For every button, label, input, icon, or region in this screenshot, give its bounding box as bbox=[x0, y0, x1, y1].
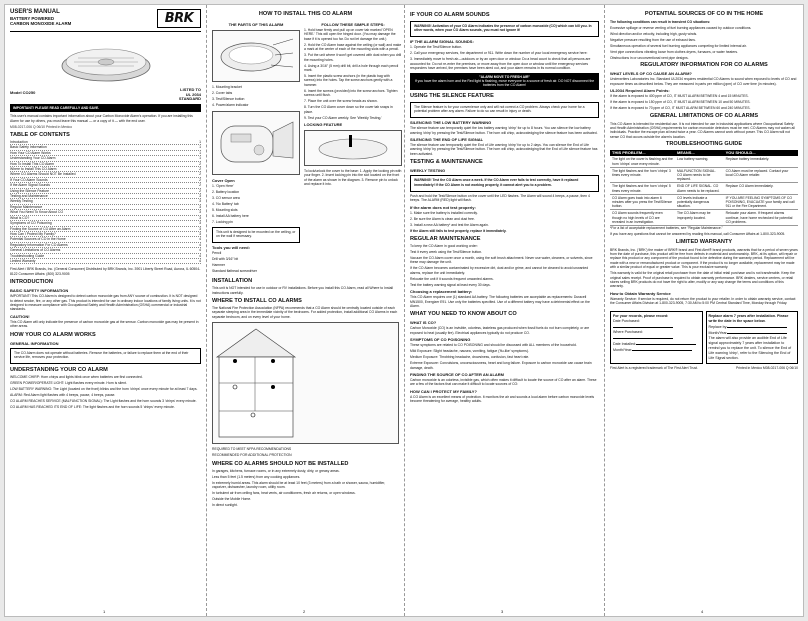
install-step: 7. Place the unit over the screw heads as shown. bbox=[304, 99, 378, 104]
legend-item: 3. CO sensor area bbox=[212, 196, 240, 201]
warranty-body: BRK Brands, Inc. ('BRK') the maker of BRK® brand and First Alert® brand products, warrants that for a period of seven years from the date of purchase, this product will be free from defects in material and workmanship. BRK, at its option, will repair or replace this product or any component of the product found to be defective during the warranty period. Replacement will be made with a new or remanufactured product or component. If the product is no longer available, replacement may be made with a similar product of equal or greater value. This is your exclusive warranty. bbox=[610, 247, 798, 270]
footer bbox=[610, 366, 798, 370]
table-cell: Low battery warning. bbox=[675, 156, 724, 167]
silence-title: USING THE SILENCE FEATURE bbox=[410, 92, 494, 99]
intro-title: INTRODUCTION bbox=[10, 279, 53, 286]
not-install-item: Less than 5 feet (1.5 meters) from any cooking appliances. bbox=[212, 474, 301, 479]
if-alarm-steps bbox=[410, 211, 599, 227]
legend-item: 6. Install AA battery here bbox=[212, 214, 249, 219]
cover-open-label: Cover Open bbox=[212, 178, 235, 184]
locking-body: To lock/unlock the cover to the base: 1. Apply the locking pin with your finger. 2. Insert locking pin into the slot located on the front of the alarm as shown in the diagram. 3. Remove pin to unlock and replace it into. bbox=[304, 169, 402, 187]
locking-pin-icon bbox=[305, 131, 401, 163]
weekly-title: WEEKLY TESTING bbox=[410, 168, 446, 174]
toc-label: If Your CO Alarm Sounds bbox=[10, 177, 48, 182]
replace-fields bbox=[709, 324, 796, 336]
toc-page: 4 bbox=[199, 237, 201, 242]
toc-label: Potential Sources of CO in the Home bbox=[10, 237, 66, 242]
toc-label: Testing and Maintenance bbox=[10, 194, 48, 199]
toc-label: Understanding Your CO Alarm bbox=[10, 156, 56, 161]
table-row bbox=[610, 183, 798, 194]
records-title: For your records, please record: bbox=[613, 314, 669, 319]
install-step: 2. Hold the CO Alarm base against the ceiling (or wall) and make a mark at the center of each of the mounting slots with a pencil. bbox=[304, 42, 402, 52]
regulatory-req: UL2034 Required Alarm Points: bbox=[610, 88, 670, 94]
toc-label: How To Install This CO Alarm bbox=[10, 161, 54, 166]
legend-item: 4. 'No Battery' tab bbox=[212, 202, 239, 207]
steps-block bbox=[304, 20, 402, 275]
fresh-air-body: If you have the alarm horn and the Red light is flashing, move everyone to a source of fresh air. DO NOT disconnect the batteries from the CO Alarm! bbox=[414, 79, 595, 88]
general-info-title: GENERAL INFORMATION bbox=[10, 340, 59, 346]
if-alarm-step: 2. Be sure the Alarm is clean and dust free. bbox=[410, 216, 475, 221]
sources-list bbox=[610, 26, 798, 60]
page-number-1: 1 bbox=[103, 608, 106, 614]
record-field-line bbox=[636, 341, 696, 345]
cover-legend bbox=[212, 184, 300, 224]
source-item: Simultaneous operation of several fuel burning appliances competing for limited internal air. bbox=[610, 44, 747, 48]
installation-body: This unit is NOT intended for use in outdoor or RV installations. Before you install this CO Alarm, read all Where to Install instructions carefully. bbox=[212, 286, 393, 295]
important-note: If the Alarm still fails to test properly, replace it immediately. bbox=[410, 228, 507, 233]
tool-item: Pencil bbox=[212, 251, 222, 256]
what-co-title: WHAT IS CO? bbox=[410, 320, 437, 326]
warranty-title: LIMITED WARRANTY bbox=[675, 238, 733, 245]
regular-list bbox=[410, 250, 599, 287]
weekly-warning: WARNING! Test the CO Alarm once a week. If the CO Alarm ever fails to test correctly, have it replaced immediately! If the CO Alarm is not working properly, it cannot alert you to a problem. bbox=[414, 178, 579, 187]
recommend-label: RECOMMENDED FOR ADDITIONAL PROTECTION bbox=[212, 453, 292, 458]
table-cell: CO levels indicate a potentially dangerous situation. bbox=[675, 194, 724, 210]
toc-label: What is CO? bbox=[10, 215, 30, 220]
caution-body: This CO Alarm will only indicate the presence of carbon monoxide gas at the sensor. Carbon monoxide gas may be present in other areas. bbox=[10, 319, 199, 329]
understanding-title: UNDERSTANDING YOUR CO ALARM bbox=[10, 367, 108, 373]
toc-page: 2 bbox=[199, 161, 201, 166]
not-install-item: In direct sunlight. bbox=[212, 503, 238, 508]
table-cell: CO Alarm sounds frequently even though no high levels of CO are revealed in an investigation. bbox=[610, 210, 675, 226]
maintenance-item: Vacuum the CO Alarm cover once a month, using the soft brush attachment. Never use water, cleaners, or solvents, since these may damage the unit. bbox=[410, 255, 593, 265]
toc-page: 4 bbox=[199, 253, 201, 258]
replace-title: Replace alarm 7 years after installation. Please write the date in the space below. bbox=[708, 314, 789, 324]
toc-page: 3 bbox=[199, 199, 201, 204]
important-banner bbox=[10, 104, 201, 112]
symptom-extreme: Extreme Exposure: Convulsions, unconsciousness, heart and lung failure. Exposure to carbon monoxide can cause brain damage, death. bbox=[410, 361, 592, 370]
basic-safety-body: IMPORTANT! This CO Alarm is designed to detect carbon monoxide gas from ANY source of combustion. It is NOT designed to detect smoke, fire, or any other gas. This product is intended for use in ordinary indoor locations of family living units. It is not designed to measure compliance with Occupational Safety and Health Administration (OSHA) commercial or industrial standards. bbox=[10, 294, 201, 312]
table-row bbox=[610, 210, 798, 226]
table-cell: MALFUNCTION SIGNAL. CO Alarm needs to be replaced. bbox=[675, 167, 724, 183]
not-install-item: In turbulent air from ceiling fans, heat vents, air conditioners, fresh air returns, or open windows. bbox=[212, 491, 356, 496]
battery-title: Choosing a replacement battery: bbox=[410, 289, 473, 295]
fresh-air-title: "ALARM MOVE TO FRESH AIR" bbox=[478, 74, 531, 79]
legend-item: 2. Battery location bbox=[212, 190, 240, 195]
table-cell: CO Alarm goes back into alarm 6 minutes after you press the Test/Silence button. bbox=[610, 194, 675, 210]
manual-title: USER'S MANUAL bbox=[10, 9, 60, 15]
manual-title-block bbox=[10, 9, 71, 26]
source-item: Negative pressure resulting from the use of exhaust fans. bbox=[610, 38, 696, 42]
replace-field-line bbox=[727, 330, 787, 334]
maintenance-item: Test the battery warning signal at least every 30 days. bbox=[410, 282, 491, 287]
toc-page: 1 bbox=[199, 150, 201, 155]
silence-battery-body: The silence feature can temporarily quiet the low battery warning 'chirp' for up to 8 hours. You can silence the low battery warning 'chirp' by pressing the Test/Silence button. The horn will chirp, acknowledging the silence feature has been activated. bbox=[410, 126, 598, 135]
sounds-title: IF YOUR CO ALARM SOUNDS bbox=[410, 12, 490, 18]
table-cell: END OF LIFE SIGNAL. CO Alarm needs to be replaced. bbox=[675, 183, 724, 194]
regulatory-sub: WHAT LEVELS OF CO CAUSE AN ALARM? bbox=[610, 71, 692, 77]
part-item: 3. Test/Silence button bbox=[212, 97, 245, 101]
parts-block bbox=[212, 20, 300, 275]
toc-page: 4 bbox=[199, 258, 201, 263]
silence-eol-body: The silence feature can temporarily quiet the End of Life warning 'chirp' for up to 2 days. You can silence the End of Life warning 'chirp' by pressing the Test/Silence button. The horn will chirp, acknowledging that the End of Life silence feature has been activated. bbox=[410, 143, 598, 156]
record-field bbox=[613, 347, 700, 353]
weekly-body: Push and hold the Test/Silence button on the cover until the LED flashes. The Alarm will sound 4 beeps, a pause, then 4 beeps. The ALARM (RED) light will flash. bbox=[410, 193, 590, 203]
if-alarm-title: If the alarm does not test properly: bbox=[410, 204, 476, 210]
mounting-note-box bbox=[212, 227, 300, 243]
maintenance-item: Test it every week using the Test/Silence button. bbox=[410, 249, 483, 254]
page-1 bbox=[5, 5, 207, 616]
alarm-level-item: If the alarm is exposed to 150 ppm of CO, IT MUST ALARM BETWEEN 10 and 50 MINUTES. bbox=[610, 100, 751, 105]
tools-title: Tools you will need: bbox=[212, 245, 250, 251]
toc-page: 2 bbox=[199, 183, 201, 188]
replace-box bbox=[706, 311, 799, 364]
where-title: WHERE TO INSTALL CO ALARMS bbox=[212, 298, 302, 305]
regulatory-title: REGULATORY INFORMATION FOR CO ALARMS bbox=[640, 62, 768, 69]
table-row bbox=[610, 194, 798, 210]
table-of-contents bbox=[10, 140, 201, 264]
regular-intro: To keep the CO Alarm in good working order: bbox=[410, 243, 478, 248]
troubleshooting-body bbox=[610, 156, 798, 225]
records-fields bbox=[613, 319, 700, 353]
troubleshooting-title: TROUBLESHOOTING GUIDE bbox=[665, 141, 743, 148]
replace-note: The alarm will also provide an audible End of Life signal approximately 7 years after installation to remind you to replace the unit. To silence the End of Life warning 'chirp', refer to the Silencing the End of Life Signal section. bbox=[708, 336, 792, 361]
parts-diagram bbox=[212, 30, 300, 82]
record-field-label: Date Installed: bbox=[613, 342, 636, 347]
weekly-warning-box bbox=[410, 175, 599, 191]
battery-body: This CO Alarm requires one (1) standard AA battery. The following batteries are acceptable as replacements: Duracell MN1500, Energizer E91. Use only the batteries specified. Use of a different battery may have a detrimental effect on the Alarm. bbox=[410, 295, 590, 308]
replace-field-line bbox=[727, 324, 787, 328]
troubleshooting-note-2: If you have any questions that cannot be answered by reading this manual, call Consumer Affairs at 1-800-323-9005. bbox=[610, 232, 786, 237]
records-box bbox=[610, 311, 703, 364]
service-title: How to Obtain Warranty Service bbox=[610, 290, 671, 296]
silence-battery-title: SILENCING THE LOW BATTERY WARNING bbox=[410, 120, 492, 126]
toc-row bbox=[10, 259, 201, 264]
troubleshooting-note: *For a list of acceptable replacement batteries, see "Regular Maintenance." bbox=[610, 226, 723, 231]
table-cell: Relocate your alarm. If frequent alarms continue, have home rechecked for potential CO problems. bbox=[724, 210, 798, 226]
steps-list bbox=[304, 28, 402, 120]
toc-label: General Limitations of CO Alarms bbox=[10, 248, 61, 253]
troubleshooting-column-header: MEANS... bbox=[675, 150, 724, 156]
basic-safety-title: BASIC SAFETY INFORMATION bbox=[10, 288, 69, 294]
works-title: HOW YOUR CO ALARM WORKS bbox=[10, 331, 96, 338]
manual-sheet bbox=[4, 4, 804, 617]
toc-page: 3 bbox=[199, 226, 201, 231]
install-step: 4. Using a 3/16" (5 mm) drill bit, drill a hole through each pencil mark. bbox=[304, 63, 399, 73]
sounds-warning: WARNING! Activation of your CO Alarm indicates the presence of carbon monoxide (CO) which can kill you. In other words, when your CO Alarm sounds, you must not ignore it! bbox=[414, 24, 592, 33]
table-row bbox=[610, 156, 798, 167]
silence-body: The Silence feature is for your convenience only and will not correct a CO problem. Always check your home for a potential problem after any alarm. Failure to do so can result in injury or death. bbox=[414, 104, 585, 114]
cover-open-diagram bbox=[212, 111, 300, 175]
toc-label: What You Need To Know About CO bbox=[10, 210, 64, 215]
part-item: 1. Mounting bracket bbox=[212, 85, 242, 89]
co-alarm-illustration bbox=[60, 38, 152, 84]
not-install-title: WHERE CO ALARMS SHOULD NOT BE INSTALLED bbox=[212, 460, 349, 467]
table-cell: IF YOU ARE FEELING SYMPTOMS OF CO POISONING, EVACUATE your family and call 911 or the Fire Department. bbox=[724, 194, 798, 210]
replace-field-label: Month/Year bbox=[708, 331, 727, 336]
legend-item: 1. 'Open Here' bbox=[212, 184, 234, 189]
sources-intro: The following conditions can result in transient CO situations: bbox=[610, 20, 711, 24]
required-label: REQUIRED TO MEET NFPA RECOMMENDATIONS bbox=[212, 447, 292, 452]
page-number-2: 2 bbox=[303, 608, 306, 614]
steps-title: FOLLOW THESE SIMPLE STEPS: bbox=[321, 22, 385, 27]
toc-title: TABLE OF CONTENTS bbox=[10, 132, 70, 138]
record-field-line bbox=[613, 335, 673, 339]
cover-open-icon bbox=[213, 112, 299, 172]
toc-label: How Your CO Alarm Works bbox=[10, 150, 51, 155]
understanding-item: LOW BATTERY WARNING: The Light (located on the front) blinks and the horn 'chirps' once every minute for at least 7 days. bbox=[10, 387, 198, 391]
if-alarm-step: 3. Install a new AA battery* and test the Alarm again. bbox=[410, 222, 489, 227]
symptom-mild: Mild Exposure: Slight headache, nausea, vomiting, fatigue ('flu-like' symptoms). bbox=[410, 349, 529, 354]
replace-field-label: Replace by: bbox=[708, 325, 728, 330]
toc-page: 2 bbox=[199, 188, 201, 193]
troubleshooting-column-header: THIS PROBLEM... bbox=[610, 150, 675, 156]
page-number-3: 3 bbox=[501, 608, 504, 614]
understanding-item: CO ALARM HAS REACHED ITS END OF LIFE: The light flashes and the horn sounds 5 'chirps' every minute. bbox=[10, 405, 175, 409]
regulatory-body: Underwriters Laboratories Inc. Standard UL2034 requires residential CO Alarms to sound when exposed to levels of CO and exposure times as described below. They are measured in parts per million (ppm) of CO over time (in minutes). bbox=[610, 77, 797, 86]
alarm-level-item: If the alarm is exposed to 70 ppm of CO, IT MUST ALARM BETWEEN 60 and 240 MINUTES. bbox=[610, 106, 751, 111]
understanding-item: WELCOME CHIRP: Horn chirps and lights blink once when batteries are first connected. bbox=[10, 375, 143, 379]
model-listing-row bbox=[10, 88, 201, 102]
record-field-label: Month/Year: bbox=[613, 348, 633, 353]
record-field-line bbox=[632, 347, 692, 351]
alarm-parts-icon bbox=[213, 31, 299, 79]
warranty-body-2: This warranty is valid for the original retail purchaser from the date of initial retail purchase and is not transferable. Keep the original sales receipt. Proof of purchase is required to obtain warranty performance. BRK dealers, service centers, or retail stores selling BRK products do not have the right to alter, modify or any way change the terms and conditions of this warranty. bbox=[610, 271, 795, 289]
install-step: 5. Insert the plastic screw anchors (in the plastic bag with screws) into the holes. Tap the screw anchors gently with a hammer. bbox=[304, 74, 393, 87]
maintenance-item: Relocate the unit if it sounds frequent unwanted alarms. bbox=[410, 276, 494, 281]
toc-page: 2 bbox=[199, 172, 201, 177]
toc-label: Troubleshooting Guide bbox=[10, 253, 45, 258]
finding-body: Carbon monoxide is an odorless, invisible gas, which often makes it difficult to locate the source of CO after an alarm. These are a few of the factors that can make it difficult to locate sources of CO: bbox=[410, 377, 597, 387]
troubleshooting-table bbox=[610, 150, 798, 226]
toc-page: 3 bbox=[199, 231, 201, 236]
tool-item: Standard flathead screwdriver bbox=[212, 269, 258, 274]
record-field bbox=[613, 319, 700, 330]
understanding-item: GREEN POWER/OPERATE LIGHT: Light flashes every minute. Horn is silent. bbox=[10, 381, 127, 385]
table-cell: CO Alarm must be replaced. Contact your local CO Alarm retailer. bbox=[724, 167, 798, 183]
table-cell: The light on the cover is flashing and the horn 'chirps' once every minute. bbox=[610, 156, 675, 167]
locking-title: LOCKING FEATURE bbox=[304, 122, 343, 128]
part-item: 4. Power/alarm indicator bbox=[212, 103, 249, 107]
install-title: HOW TO INSTALL THIS CO ALARM bbox=[258, 11, 353, 17]
toc-label: Using the Silence Feature bbox=[10, 188, 50, 193]
toc-page: 1 bbox=[199, 140, 201, 144]
toc-label: Regulatory Information For CO Alarms bbox=[10, 242, 68, 247]
general-info-box bbox=[10, 348, 201, 364]
locking-diagram bbox=[304, 130, 402, 166]
install-step: 6. Insert the screws (provided) into the screw anchors. Tighten screws until flush. bbox=[304, 88, 398, 98]
toc-page: 1 bbox=[199, 156, 201, 161]
not-install-item: In garages, kitchens, furnace rooms, or in any extremely dusty, dirty, or greasy areas. bbox=[212, 468, 340, 473]
brand-logo: BRK bbox=[157, 9, 201, 28]
model-label: Model CO250 bbox=[10, 90, 36, 95]
what-co-body: Carbon Monoxide (CO) is an invisible, odorless, tasteless gas produced when fossil fuels do not burn completely, or are exposed to heat (usually fire). Electrical appliances typically do not produce CO. bbox=[410, 326, 590, 335]
maintenance-item: If the CO Alarm becomes contaminated by excessive dirt, dust and/or grime, and cannot be cleaned to avoid unwanted alarms, replace the unit immediately. bbox=[410, 266, 589, 275]
toc-page: 3 bbox=[199, 194, 201, 199]
protect-title: HOW CAN I PROTECT MY FAMILY? bbox=[410, 388, 477, 394]
records-row bbox=[610, 307, 798, 364]
sounds-warning-box bbox=[410, 21, 599, 37]
page-3 bbox=[405, 5, 605, 616]
page-number-4: 4 bbox=[701, 608, 704, 614]
part-number: M08-0217-006 Q 06/10 Printed in Mexico bbox=[10, 124, 73, 129]
toc-label: Limited Warranty bbox=[10, 258, 36, 263]
install-step: 3. Put the unit where it won't get covered with dust when you drill the mounting holes. bbox=[304, 53, 402, 62]
tool-item: Hammer bbox=[212, 263, 225, 268]
symptoms-title: SYMPTOMS OF CO POISONING bbox=[410, 337, 471, 343]
installation-title: INSTALLATION bbox=[212, 278, 253, 285]
toc-page: 4 bbox=[199, 248, 201, 253]
table-cell: The light flashes and the horn 'chirps' 5 times every minute. bbox=[610, 183, 675, 194]
not-install-item: In extremely humid areas. This alarm should be at least 10 feet (3 meters) from a bath or shower, sauna, humidifier, vaporizer, dishwasher, laundry room, utility room. bbox=[212, 480, 386, 490]
where-body: The National Fire Protection Association (NFPA) recommends that a CO Alarm should be centrally located outside of each separate sleeping area in the immediate vicinity of the bedrooms. For added protection, install additional CO Alarms in each separate bedroom, and on every level of your home. bbox=[212, 306, 398, 319]
important-body: This user's manual contains important information about your Carbon Monoxide Alarm's operation. If you are installing this Alarm for use by others, you must leave this manual — or a copy of it — with the end user. bbox=[10, 114, 193, 123]
service-body: Warranty Service: If service is required, do not return the product to your retailer. In order to obtain warranty service, contact the Consumer Affairs Division at 1-800-323-9005, 7:30 AM to 5:00 PM Central Standard Time, Monday through Friday. bbox=[610, 296, 796, 306]
install-top bbox=[212, 20, 402, 275]
silence-box bbox=[410, 102, 599, 118]
testing-title: TESTING & MAINTENANCE bbox=[410, 159, 483, 166]
part-item: 2. Cover tabs bbox=[212, 91, 233, 95]
understanding-item: CO ALARM REACHES SERVICE (MALFUNCTION SIGNAL): The Light flashes and the horn sounds 3 'chirps' every minute. bbox=[10, 399, 197, 403]
understanding-item: ALARM: Red Alarm light flashes with 4 beeps, pause, 4 beeps, pause. bbox=[10, 393, 116, 397]
listing-line-2: UL 2034 bbox=[185, 91, 201, 97]
limitations-body: This CO Alarm is intended for residential use. It is not intended for use in industrial applications where Occupational Safety and Health Administration (OSHA) requirements for carbon monoxide detectors must be met. CO Alarms may not waken all individuals. Practice the escape plan at least twice a year. CO Alarms cannot work without power. This CO Alarm will not sense CO that occurs outside the alarm's location. bbox=[610, 121, 795, 139]
legend-item: 7. Locking pin bbox=[212, 220, 233, 225]
toc-label: Where to Install This CO Alarm bbox=[10, 167, 57, 172]
table-cell: The light flashes and the horn 'chirps' 3 times every minute. bbox=[610, 167, 675, 183]
signal-steps bbox=[410, 45, 599, 70]
not-install-list bbox=[212, 469, 399, 508]
toc-label: Symptoms of CO Poisoning bbox=[10, 221, 52, 226]
protect-body: A CO Alarm is an excellent means of protection. It monitors the air and sounds a loud alarm before carbon monoxide levels become threatening for average, healthy adults. bbox=[410, 394, 595, 404]
listing-line-3: STANDARD bbox=[178, 96, 201, 102]
not-install-item: Outside the Mobile Home. bbox=[212, 497, 252, 502]
record-field bbox=[613, 330, 700, 341]
table-cell: Replace battery immediately. bbox=[724, 156, 798, 167]
manual-header bbox=[10, 9, 201, 32]
if-alarm-step: 1. Make sure the battery is installed correctly. bbox=[410, 210, 478, 215]
regulatory-levels bbox=[610, 94, 798, 110]
source-item: Vent pipe connections vibrating loose from clothes dryers, furnaces, or water heaters. bbox=[610, 50, 738, 54]
source-item: Wind direction and/or velocity, including high, gusty winds. bbox=[610, 32, 698, 36]
page-4 bbox=[605, 5, 803, 616]
symptom-medium: Medium Exposure: Throbbing headache, drowsiness, confusion, fast heart rate. bbox=[410, 355, 530, 360]
table-row bbox=[610, 167, 798, 183]
manual-subtitle-2: CARBON MONOXIDE ALARM bbox=[10, 21, 72, 27]
toc-page: 4 bbox=[199, 242, 201, 247]
distributor-info: First Alert / BRK Brands, Inc. (General Consumer) Distributed by BRK Brands, Inc. 3901 Liberty Street Road, Aurora, IL 60504-8122 Consumer Affairs: (800) 323-9005 bbox=[10, 267, 201, 276]
sources-title: POTENTIAL SOURCES OF CO IN THE HOME bbox=[644, 11, 764, 17]
signal-step: 3. Immediately move to fresh air—outdoors or by an open door or window. Do a head count to check that all persons are accounted for. Do not re-enter the premises, or move away from the open door or window until the emergency services responders have arrived, the premises have been aired out, and your alarm remains in its normal condition. bbox=[410, 57, 591, 71]
manual-subtitle-1: BATTERY POWERED bbox=[10, 16, 55, 21]
signal-step: 1. Operate the Test/Silence button. bbox=[410, 45, 463, 50]
listing-line-1: LISTED TO bbox=[180, 87, 201, 92]
tools-list bbox=[212, 251, 300, 273]
troubleshooting-column-header: YOU SHOULD... bbox=[724, 150, 798, 156]
alarm-level-item: If the alarm is exposed to 400 ppm of CO, IT MUST ALARM BETWEEN 4 and 15 MINUTES. bbox=[610, 94, 749, 99]
toc-page: 3 bbox=[199, 221, 201, 226]
table-cell: Replace CO Alarm immediately. bbox=[724, 183, 798, 194]
general-info-body: The CO Alarm does not operate without batteries. Remove the batteries, or failure to replace them at the end of their service life, removes your protection. bbox=[14, 350, 189, 359]
source-item: Excessive spillage or reverse venting of fuel burning appliances caused by outdoor conditions. bbox=[610, 26, 752, 30]
house-placement-diagram bbox=[212, 322, 399, 444]
understanding-list bbox=[10, 375, 201, 409]
finding-title: FINDING THE SOURCE OF CO AFTER AN ALARM bbox=[410, 371, 504, 377]
silence-eol-title: SILENCING THE END OF LIFE SIGNAL bbox=[410, 137, 484, 143]
parts-list bbox=[212, 85, 300, 107]
toc-page: 3 bbox=[199, 210, 201, 215]
move-fresh-air-banner bbox=[410, 73, 599, 90]
parts-title: THE PARTS OF THIS ALARM bbox=[228, 22, 284, 27]
tool-item: Drill with 3/16" bit bbox=[212, 257, 239, 262]
toc-label: Regular Maintenance bbox=[10, 204, 43, 209]
ul-listing bbox=[179, 88, 201, 102]
toc-label: Where CO Alarms Should NOT Be Installed bbox=[10, 172, 76, 177]
know-title: WHAT YOU NEED TO KNOW ABOUT CO bbox=[410, 311, 517, 318]
symptoms-body: These symptoms are related to CO POISONING and should be discussed with ALL members of the household. bbox=[410, 343, 577, 348]
install-step: 9. Test your CO Alarm weekly. See 'Weekly Testing.' bbox=[304, 115, 382, 120]
signal-step: 2. Call your emergency services, fire department or 911. Write down the number of your local emergency service here: bbox=[410, 51, 588, 56]
toc-label: Weekly Testing bbox=[10, 199, 33, 204]
important-title: IMPORTANT! PLEASE READ CAREFULLY AND SAVE. bbox=[13, 105, 100, 110]
install-step: 1. Hold base firmly and pull up on cover tab marked 'OPEN HERE.' This will open the hinged door. (You may damage the base if it is opened too far. Do not let damage the unit.) bbox=[304, 28, 396, 41]
toc-label: Finding the Source of CO After an Alarm bbox=[10, 226, 71, 231]
caution-title: CAUTION! bbox=[10, 313, 30, 319]
trademark-note: First Alert is a registered trademark of The First Alert Trust. bbox=[610, 366, 698, 371]
source-item: Obstructions in or unconventional vent pipe designs. bbox=[610, 56, 689, 60]
co-alarm-icon bbox=[60, 38, 152, 84]
record-field-line bbox=[613, 324, 673, 328]
toc-page: 3 bbox=[199, 215, 201, 220]
toc-page: 1 bbox=[199, 145, 201, 150]
record-field-label: Where Purchased: bbox=[613, 330, 643, 335]
print-info: Printed in Mexico M08-0217-006 Q 06/10 bbox=[735, 366, 798, 371]
record-field-label: Date Purchased: bbox=[613, 319, 640, 324]
table-cell: The CO Alarm may be improperly located. bbox=[675, 210, 724, 226]
install-step: 8. Turn the CO Alarm cover down so the cover tab snaps in place. bbox=[304, 105, 393, 114]
signal-title: IF THE ALARM SIGNAL SOUNDS: bbox=[410, 39, 474, 45]
toc-label: If the Alarm Signal Sounds bbox=[10, 183, 50, 188]
regular-title: REGULAR MAINTENANCE bbox=[410, 235, 481, 242]
house-cutaway-icon bbox=[213, 323, 299, 441]
limitations-title: GENERAL LIMITATIONS OF CO ALARMS bbox=[649, 112, 759, 119]
page-2 bbox=[207, 5, 405, 616]
toc-page: 2 bbox=[199, 167, 201, 172]
mounting-note: This unit is designed to be mounted on the ceiling, or on the wall if necessary. bbox=[216, 229, 296, 239]
toc-label: Introduction bbox=[10, 140, 28, 144]
legend-item: 5. Mounting slots bbox=[212, 208, 238, 213]
toc-label: How Can I Protect My Family? bbox=[10, 231, 56, 236]
toc-label: Basic Safety Information bbox=[10, 145, 47, 150]
toc-page: 2 bbox=[199, 177, 201, 182]
toc-page: 3 bbox=[199, 204, 201, 209]
